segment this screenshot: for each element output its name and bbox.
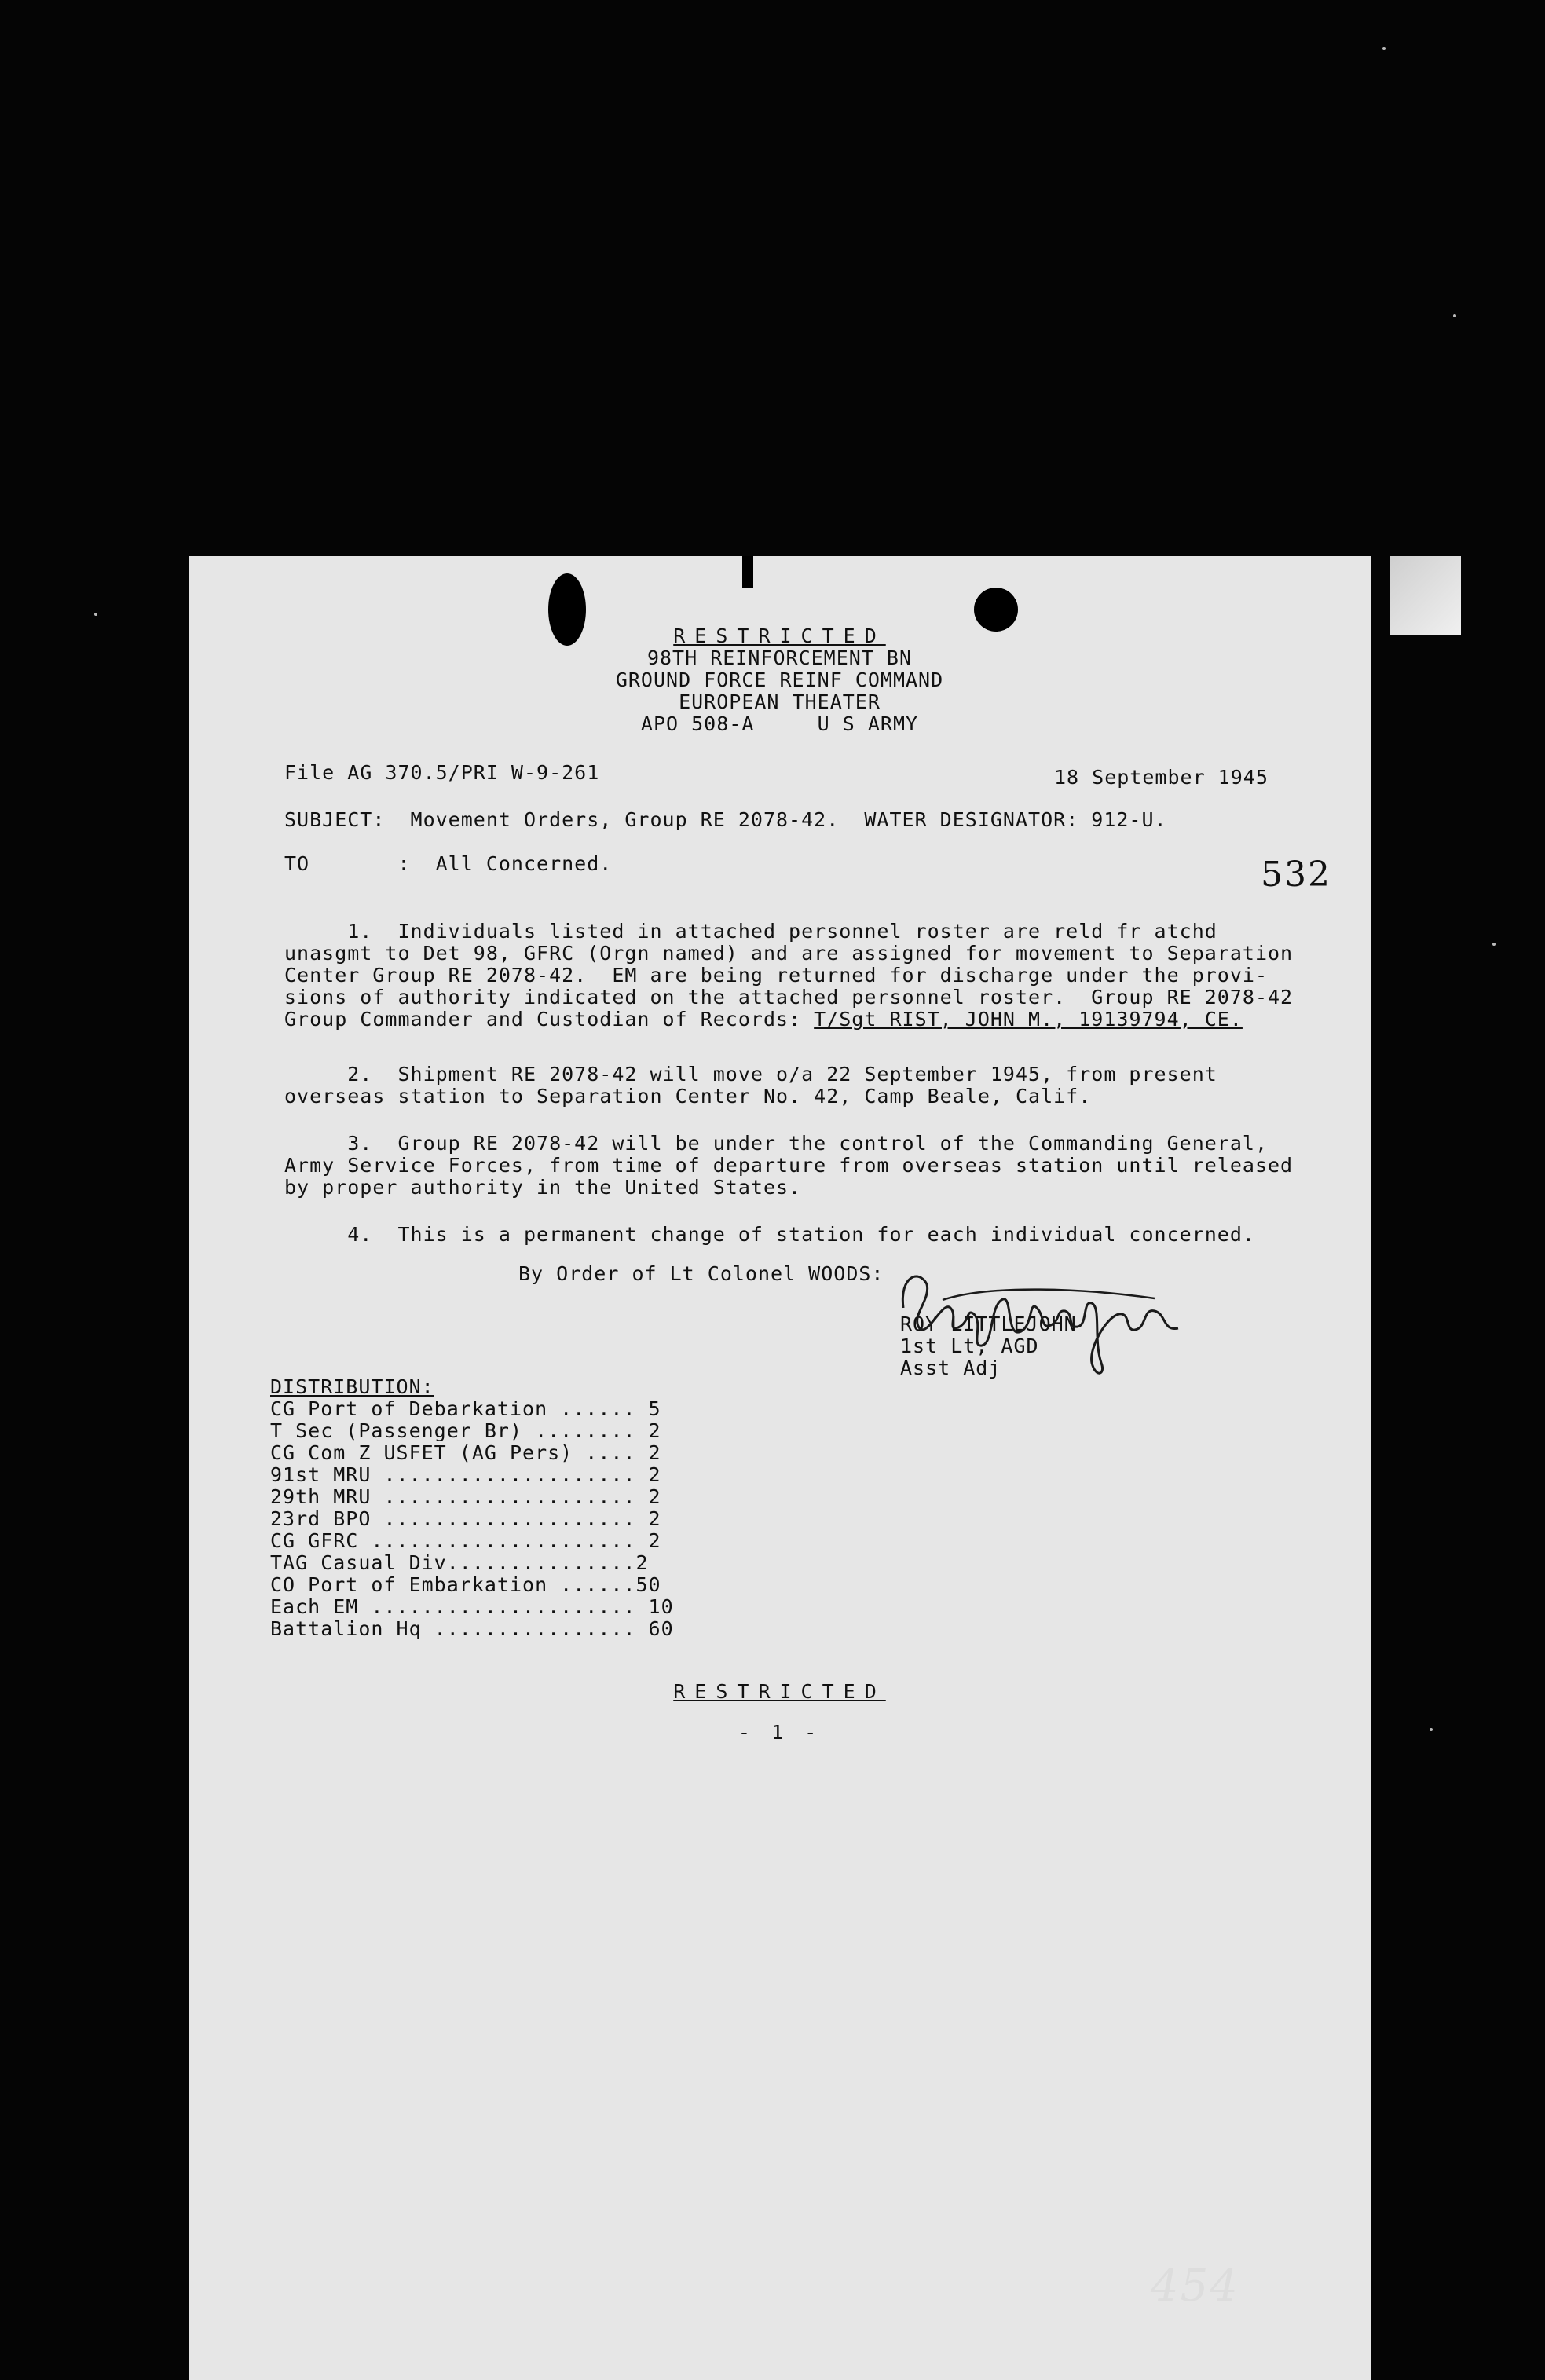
para-1-line-2: unasgmt to Det 98, GFRC (Orgn named) and are assigned for movement to Separation [284, 942, 1294, 965]
distribution-item: CO Port of Embarkation ......50 [270, 1573, 661, 1596]
distribution-item: CG GFRC ..................... 2 [270, 1529, 661, 1552]
signer-title: Asst Adj [900, 1357, 1001, 1379]
document-page [189, 556, 1371, 2380]
distribution-heading: DISTRIBUTION: [270, 1375, 434, 1398]
para-2-line-2: overseas station to Separation Center No. 42, Camp Beale, Calif. [284, 1085, 1092, 1108]
para-1-line-1: 1. Individuals listed in attached personnel roster are reld fr atchd [284, 920, 1217, 943]
distribution-item: 91st MRU .................... 2 [270, 1463, 661, 1486]
handwritten-signature [895, 1253, 1194, 1386]
document-number: 532 [1261, 855, 1331, 895]
para-2-line-1: 2. Shipment RE 2078-42 will move o/a 22 September 1945, from present [284, 1063, 1217, 1086]
para-1-line-4: sions of authority indicated on the attached personnel roster. Group RE 2078-42 [284, 986, 1294, 1009]
signer-rank: 1st Lt, AGD [900, 1335, 1039, 1357]
distribution-item: T Sec (Passenger Br) ........ 2 [270, 1419, 661, 1442]
distribution-item: 23rd BPO .................... 2 [270, 1507, 661, 1530]
para-3-line-1: 3. Group RE 2078-42 will be under the control of the Commanding General, [284, 1132, 1268, 1155]
distribution-item: CG Port of Debarkation ...... 5 [270, 1397, 661, 1420]
handwritten-page-number: 454 [1151, 2261, 1239, 2312]
fold-mark [742, 556, 753, 588]
page-curl [1390, 556, 1461, 635]
file-reference: File AG 370.5/PRI W-9-261 [284, 761, 600, 784]
para-4: 4. This is a permanent change of station for each individual concerned. [284, 1223, 1255, 1246]
distribution-item: TAG Casual Div...............2 [270, 1551, 649, 1574]
subject-line: SUBJECT: Movement Orders, Group RE 2078-42. WATER DESIGNATOR: 912-U. [284, 808, 1167, 831]
signer-name: ROY LITTLEJOHN [900, 1313, 1077, 1335]
footer-page-number: - 1 - [738, 1721, 822, 1744]
to-line: TO : All Concerned. [284, 852, 613, 875]
header-apo: APO 508-A U S ARMY [640, 712, 919, 735]
footer-classification: RESTRICTED [673, 1680, 886, 1703]
header-classification: RESTRICTED [673, 624, 886, 647]
header-command: GROUND FORCE REINF COMMAND [615, 668, 944, 691]
custodian-name: T/Sgt RIST, JOHN M., 19139794, CE. [814, 1008, 1243, 1031]
document-date: 18 September 1945 [1054, 766, 1269, 789]
distribution-item: CG Com Z USFET (AG Pers) .... 2 [270, 1441, 661, 1464]
distribution-item: Battalion Hq ................ 60 [270, 1617, 674, 1640]
header-theater: EUROPEAN THEATER [679, 690, 881, 713]
distribution-item: 29th MRU .................... 2 [270, 1485, 661, 1508]
para-3-line-2: Army Service Forces, from time of departure from overseas station until released [284, 1154, 1294, 1177]
distribution-item: Each EM ..................... 10 [270, 1595, 674, 1618]
para-1-line-3: Center Group RE 2078-42. EM are being returned for discharge under the provi- [284, 964, 1268, 987]
by-order-line: By Order of Lt Colonel WOODS: [518, 1262, 884, 1285]
header-unit: 98TH REINFORCEMENT BN [646, 646, 913, 669]
para-3-line-3: by proper authority in the United States. [284, 1176, 802, 1199]
para-1-line-5: Group Commander and Custodian of Records: T/Sgt RIST, JOHN M., 19139794, CE. [284, 1008, 1243, 1031]
